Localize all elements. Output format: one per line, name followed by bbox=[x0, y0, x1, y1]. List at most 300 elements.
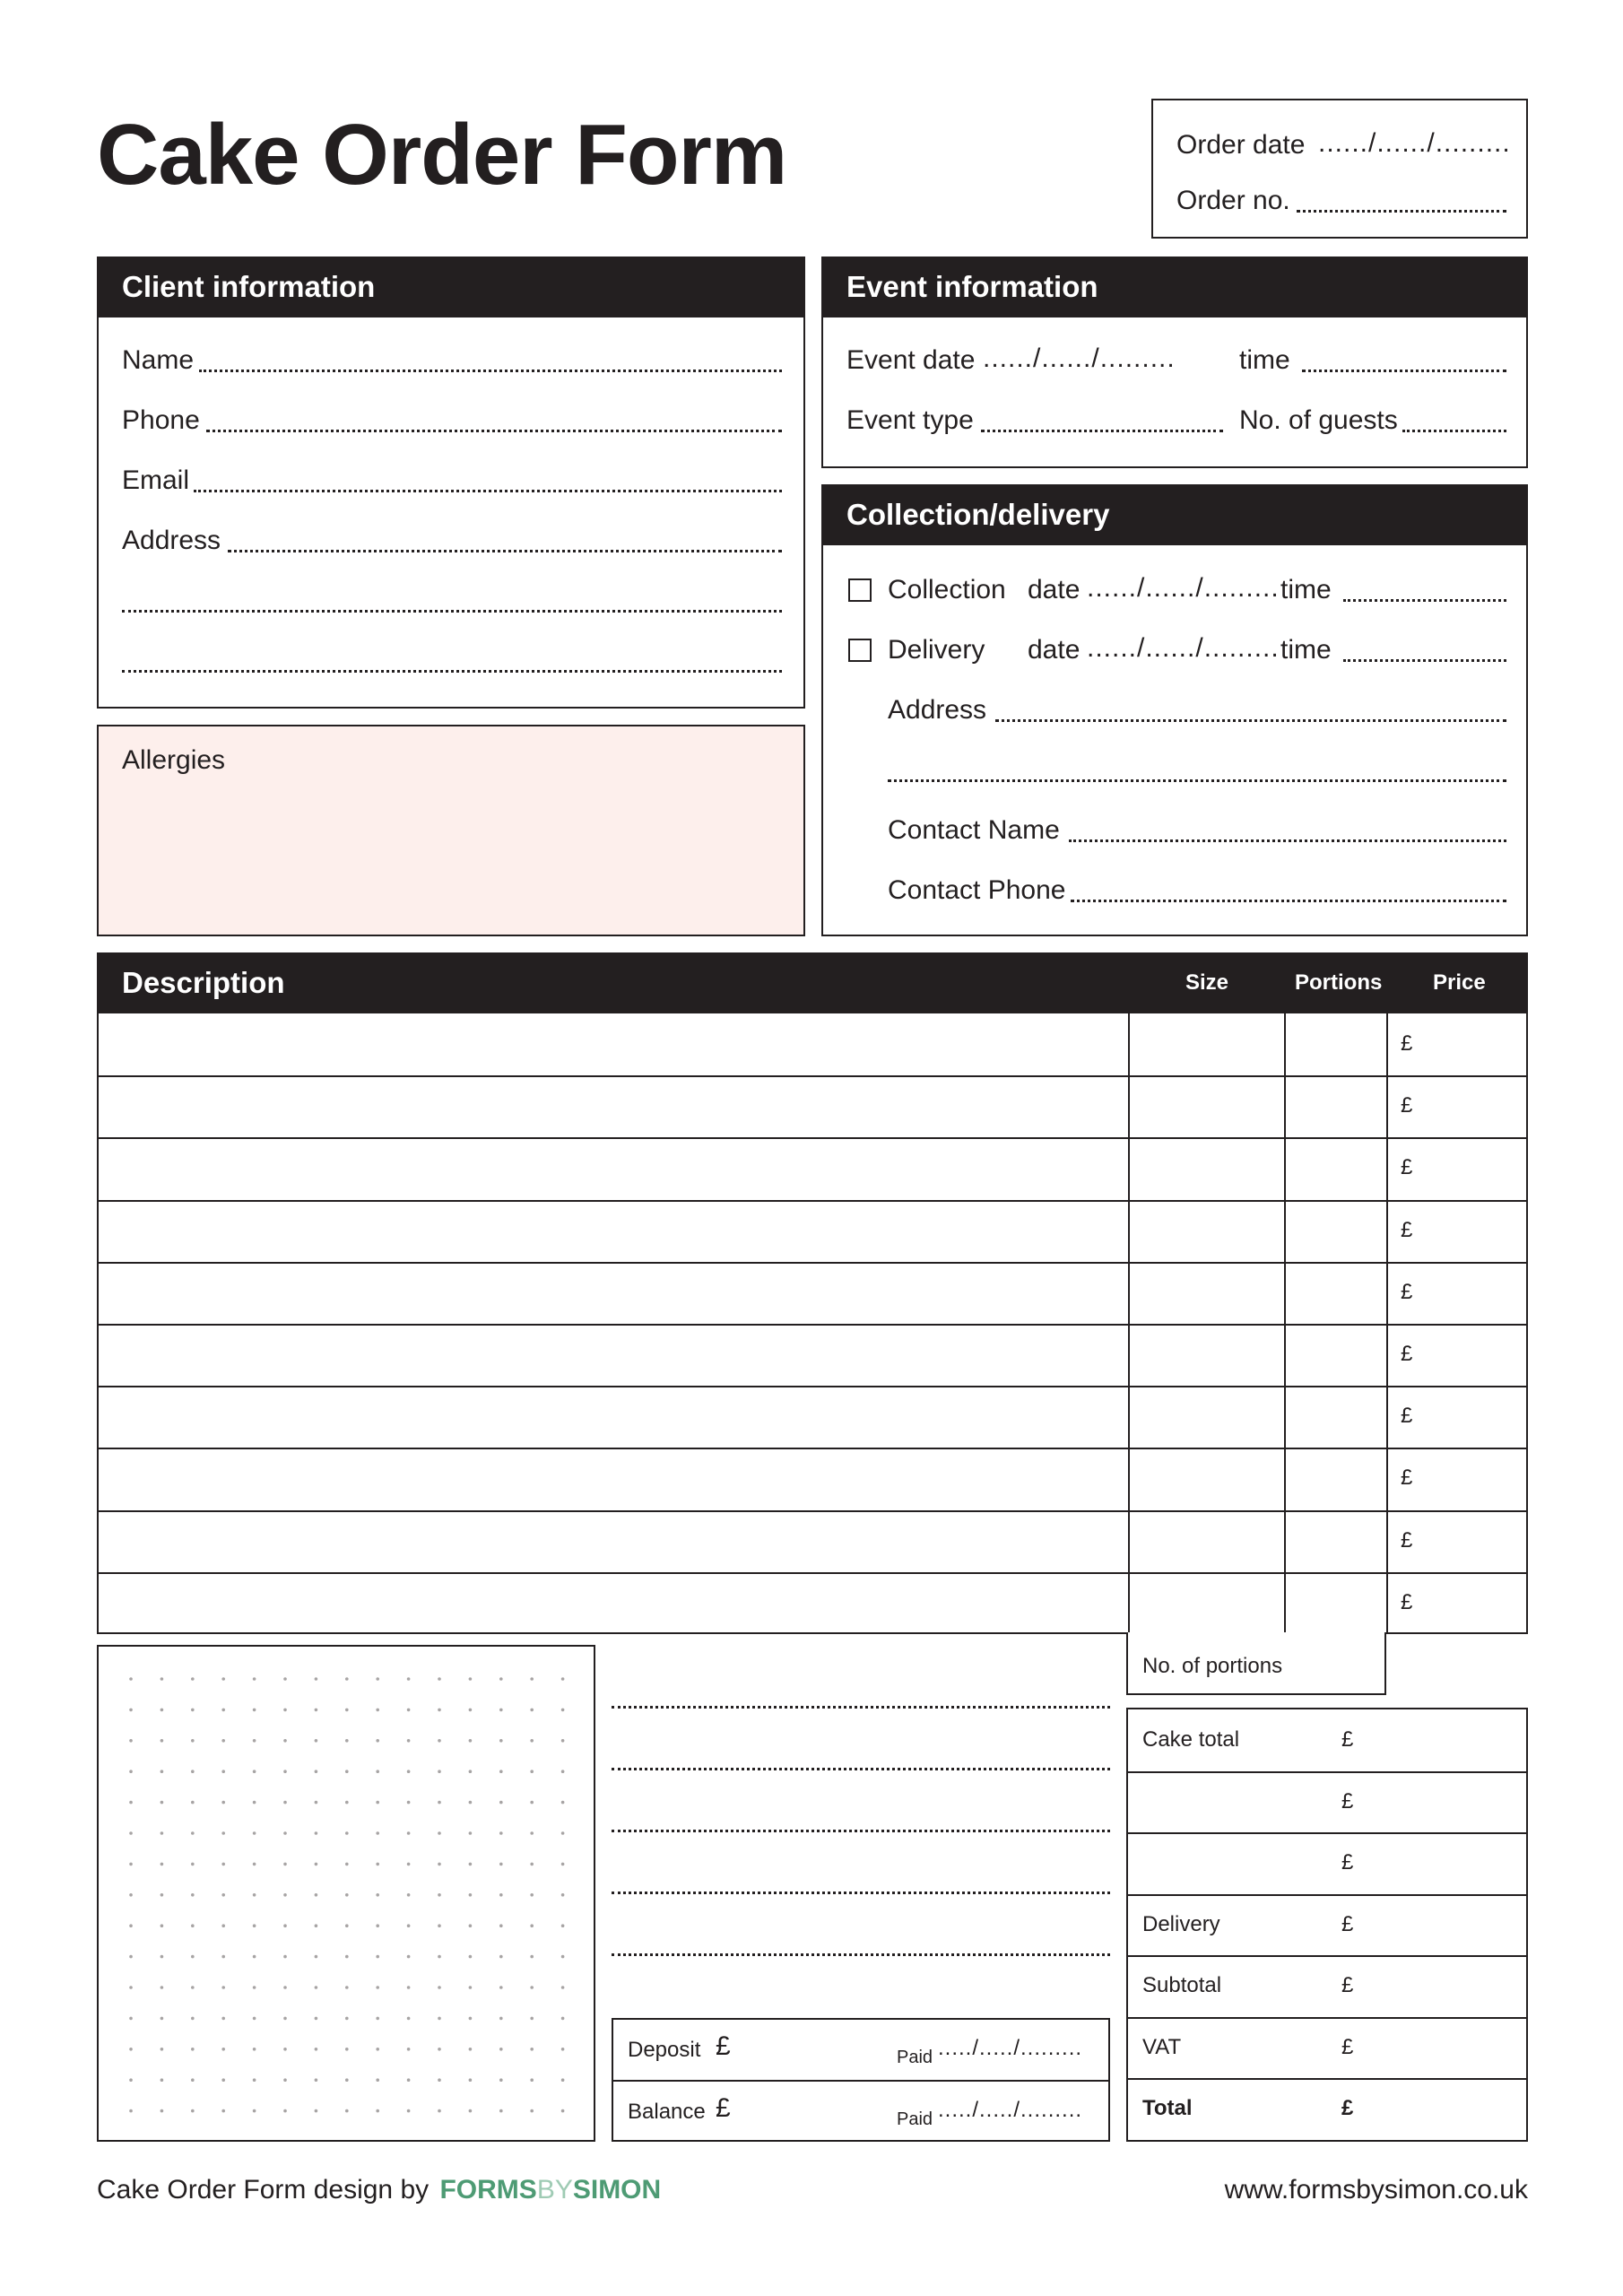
table-row[interactable] bbox=[99, 1448, 1526, 1509]
grid-dot bbox=[561, 1831, 565, 1835]
grid-dot bbox=[345, 1831, 349, 1835]
price-currency: £ bbox=[1401, 1093, 1413, 1118]
grid-dot bbox=[283, 1709, 287, 1712]
client-phone-line[interactable] bbox=[206, 430, 782, 432]
balance-label: Balance bbox=[628, 2100, 706, 2124]
grid-dot bbox=[469, 2048, 473, 2051]
totals-row-currency: £ bbox=[1341, 1850, 1354, 1875]
price-currency: £ bbox=[1401, 1404, 1413, 1429]
client-info-header: Client information bbox=[97, 257, 805, 317]
grid-dot bbox=[345, 2109, 349, 2113]
grid-dot bbox=[530, 1893, 534, 1897]
grid-dot bbox=[191, 1709, 195, 1712]
table-row[interactable] bbox=[99, 1510, 1526, 1572]
totals-row[interactable] bbox=[1128, 1894, 1526, 1956]
grid-dot bbox=[221, 1955, 225, 1959]
grid-dot bbox=[129, 1955, 133, 1959]
grid-dot bbox=[407, 1801, 411, 1805]
grid-dot bbox=[253, 1709, 256, 1712]
grid-dot bbox=[161, 1709, 164, 1712]
portions-column-divider bbox=[1284, 1013, 1286, 1632]
grid-dot bbox=[315, 2048, 318, 2051]
client-email-line[interactable] bbox=[194, 490, 782, 492]
grid-dot bbox=[530, 2048, 534, 2051]
delivery-address-line-1[interactable] bbox=[995, 719, 1506, 722]
price-currency: £ bbox=[1401, 1589, 1413, 1614]
price-currency: £ bbox=[1401, 1031, 1413, 1056]
grid-dot bbox=[376, 1893, 379, 1897]
grid-dot bbox=[376, 1739, 379, 1743]
grid-dot bbox=[221, 1739, 225, 1743]
grid-dot bbox=[315, 2109, 318, 2113]
grid-dot bbox=[253, 1863, 256, 1866]
grid-dot bbox=[438, 1739, 441, 1743]
grid-dot bbox=[161, 1893, 164, 1897]
grid-dot bbox=[561, 1893, 565, 1897]
grid-dot bbox=[407, 1739, 411, 1743]
notes-line-4[interactable] bbox=[612, 1892, 1110, 1894]
totals-row-currency: £ bbox=[1341, 2096, 1354, 2121]
allergies-box[interactable] bbox=[97, 725, 805, 936]
grid-dot bbox=[253, 2109, 256, 2113]
grid-dot bbox=[469, 1801, 473, 1805]
grid-dot bbox=[376, 1801, 379, 1805]
grid-dot bbox=[376, 2048, 379, 2051]
grid-dot bbox=[376, 1924, 379, 1927]
grid-dot bbox=[499, 1677, 503, 1681]
price-column-divider bbox=[1386, 1013, 1388, 1632]
collection-time-line[interactable] bbox=[1343, 599, 1506, 602]
event-type-line[interactable] bbox=[981, 430, 1223, 432]
table-row[interactable] bbox=[99, 1324, 1526, 1386]
grid-dot bbox=[376, 1863, 379, 1866]
items-table bbox=[97, 952, 1528, 1634]
grid-dot bbox=[315, 1986, 318, 1989]
grid-dot bbox=[407, 1863, 411, 1866]
portions-total-box[interactable] bbox=[1126, 1632, 1386, 1695]
footer-credit-text: Cake Order Form design by bbox=[97, 2175, 430, 2205]
footer-credit bbox=[97, 2172, 661, 2208]
grid-dot bbox=[129, 2048, 133, 2051]
grid-dot bbox=[530, 2109, 534, 2113]
grid-dot bbox=[499, 1801, 503, 1805]
grid-dot bbox=[438, 1986, 441, 1989]
client-phone-label: Phone bbox=[122, 405, 200, 435]
grid-dot bbox=[438, 1893, 441, 1897]
grid-dot bbox=[253, 1677, 256, 1681]
grid-dot bbox=[438, 1924, 441, 1927]
grid-dot bbox=[561, 1801, 565, 1805]
grid-dot bbox=[530, 2017, 534, 2021]
grid-dot bbox=[499, 1770, 503, 1773]
grid-dot bbox=[253, 1986, 256, 1989]
payments-box bbox=[612, 2018, 1110, 2142]
grid-dot bbox=[129, 1863, 133, 1866]
grid-dot bbox=[530, 1739, 534, 1743]
grid-dot bbox=[530, 2078, 534, 2082]
grid-dot bbox=[161, 1739, 164, 1743]
deposit-paid-label: Paid bbox=[897, 2048, 933, 2067]
grid-dot bbox=[469, 1955, 473, 1959]
totals-box bbox=[1126, 1708, 1528, 2142]
grid-dot bbox=[191, 1955, 195, 1959]
grid-dot bbox=[315, 1863, 318, 1866]
order-date-label: Order date bbox=[1176, 130, 1306, 160]
deposit-currency: £ bbox=[716, 2031, 731, 2061]
allergies-label: Allergies bbox=[122, 745, 226, 775]
grid-dot bbox=[345, 2048, 349, 2051]
grid-dot bbox=[191, 2078, 195, 2082]
deposit-paid-date-slots[interactable]: ...../...../......... bbox=[938, 2036, 1083, 2060]
col-size: Size bbox=[1185, 970, 1229, 995]
grid-dot bbox=[407, 2078, 411, 2082]
collection-date-slots[interactable]: ....../....../......... bbox=[1087, 573, 1280, 603]
totals-row-currency: £ bbox=[1341, 2034, 1354, 2059]
grid-dot bbox=[438, 2017, 441, 2021]
grid-dot bbox=[129, 1831, 133, 1835]
totals-row[interactable] bbox=[1128, 1955, 1526, 2017]
grid-dot bbox=[315, 1831, 318, 1835]
grid-dot bbox=[469, 1986, 473, 1989]
brand-forms: FORMS bbox=[439, 2175, 537, 2205]
grid-dot bbox=[469, 1831, 473, 1835]
grid-dot bbox=[561, 1739, 565, 1743]
brand-by: BY bbox=[536, 2175, 573, 2205]
event-date-slots[interactable]: ....../....../......... bbox=[983, 344, 1176, 373]
items-table-header bbox=[97, 952, 1528, 1013]
grid-dot bbox=[499, 1739, 503, 1743]
grid-dot bbox=[561, 2048, 565, 2051]
grid-dot bbox=[129, 1893, 133, 1897]
collection-delivery-section bbox=[821, 484, 1528, 936]
grid-dot bbox=[345, 1677, 349, 1681]
price-currency: £ bbox=[1401, 1217, 1413, 1242]
grid-dot bbox=[561, 1986, 565, 1989]
grid-dot bbox=[376, 2109, 379, 2113]
grid-dot bbox=[191, 1739, 195, 1743]
grid-dot bbox=[161, 1924, 164, 1927]
price-currency: £ bbox=[1401, 1279, 1413, 1304]
grid-dot bbox=[253, 1893, 256, 1897]
grid-dot bbox=[253, 1955, 256, 1959]
client-name-line[interactable] bbox=[199, 370, 782, 372]
contact-phone-label: Contact Phone bbox=[888, 875, 1066, 905]
grid-dot bbox=[345, 2017, 349, 2021]
grid-dot bbox=[561, 1770, 565, 1773]
grid-dot bbox=[191, 1831, 195, 1835]
grid-dot bbox=[407, 1955, 411, 1959]
grid-dot bbox=[191, 1986, 195, 1989]
grid-dot bbox=[345, 1770, 349, 1773]
delivery-address-line-2[interactable] bbox=[888, 779, 1506, 782]
grid-dot bbox=[407, 1831, 411, 1835]
table-row[interactable] bbox=[99, 1075, 1526, 1137]
grid-dot bbox=[530, 1801, 534, 1805]
grid-dot bbox=[469, 2078, 473, 2082]
grid-dot bbox=[407, 1986, 411, 1989]
grid-dot bbox=[129, 2017, 133, 2021]
table-row[interactable] bbox=[99, 1572, 1526, 1634]
grid-dot bbox=[191, 2017, 195, 2021]
grid-dot bbox=[561, 1677, 565, 1681]
grid-dot bbox=[161, 1677, 164, 1681]
order-number-line[interactable] bbox=[1297, 210, 1506, 213]
grid-dot bbox=[438, 1801, 441, 1805]
client-address-line-3[interactable] bbox=[122, 670, 782, 673]
table-row[interactable] bbox=[99, 1013, 1526, 1075]
grid-dot bbox=[561, 1924, 565, 1927]
notes-line-3[interactable] bbox=[612, 1830, 1110, 1832]
grid-dot bbox=[283, 1986, 287, 1989]
balance-currency: £ bbox=[716, 2093, 731, 2123]
grid-dot bbox=[407, 1677, 411, 1681]
contact-name-label: Contact Name bbox=[888, 815, 1060, 845]
notes-line-2[interactable] bbox=[612, 1768, 1110, 1770]
grid-dot bbox=[129, 1986, 133, 1989]
grid-dot bbox=[376, 2078, 379, 2082]
grid-dot bbox=[407, 2048, 411, 2051]
grid-dot bbox=[469, 2017, 473, 2021]
grid-dot bbox=[283, 1677, 287, 1681]
collection-label: Collection bbox=[888, 575, 1006, 604]
grid-dot bbox=[499, 1986, 503, 1989]
grid-dot bbox=[345, 1863, 349, 1866]
grid-dot bbox=[221, 1677, 225, 1681]
grid-dot bbox=[191, 1893, 195, 1897]
grid-dot bbox=[469, 2109, 473, 2113]
delivery-label: Delivery bbox=[888, 635, 985, 665]
grid-dot bbox=[561, 1863, 565, 1866]
grid-dot bbox=[376, 1709, 379, 1712]
footer-brand[interactable] bbox=[439, 2175, 661, 2205]
grid-dot bbox=[438, 2048, 441, 2051]
grid-dot bbox=[407, 1709, 411, 1712]
client-info-section bbox=[97, 257, 805, 709]
notes-line-5[interactable] bbox=[612, 1953, 1110, 1956]
grid-dot bbox=[221, 2078, 225, 2082]
grid-dot bbox=[315, 1677, 318, 1681]
sketch-area[interactable] bbox=[97, 1645, 595, 2142]
table-row[interactable] bbox=[99, 1262, 1526, 1324]
grid-dot bbox=[407, 1770, 411, 1773]
grid-dot bbox=[191, 1677, 195, 1681]
totals-row-label: VAT bbox=[1142, 2034, 1182, 2059]
client-address-line-1[interactable] bbox=[228, 550, 782, 552]
deposit-label: Deposit bbox=[628, 2038, 701, 2062]
grid-dot bbox=[438, 1770, 441, 1773]
grid-dot bbox=[561, 2017, 565, 2021]
order-date-slots[interactable]: ....../....../......... bbox=[1318, 128, 1511, 158]
grid-dot bbox=[253, 1831, 256, 1835]
grid-dot bbox=[499, 1924, 503, 1927]
price-currency: £ bbox=[1401, 1342, 1413, 1366]
grid-dot bbox=[129, 1770, 133, 1773]
grid-dot bbox=[345, 1986, 349, 1989]
grid-dot bbox=[221, 2109, 225, 2113]
grid-dot bbox=[283, 1831, 287, 1835]
notes-line-1[interactable] bbox=[612, 1706, 1110, 1709]
totals-row-label: Cake total bbox=[1142, 1727, 1240, 1752]
grid-dot bbox=[161, 1831, 164, 1835]
grid-dot bbox=[315, 2078, 318, 2082]
event-guests-line[interactable] bbox=[1402, 430, 1506, 432]
client-email-label: Email bbox=[122, 465, 190, 495]
col-description: Description bbox=[122, 966, 285, 999]
grid-dot bbox=[530, 1986, 534, 1989]
grid-dot bbox=[530, 1770, 534, 1773]
grid-dot bbox=[530, 1677, 534, 1681]
grid-dot bbox=[221, 2048, 225, 2051]
grid-dot bbox=[129, 1924, 133, 1927]
grid-dot bbox=[191, 1770, 195, 1773]
grid-dot bbox=[129, 1709, 133, 1712]
grid-dot bbox=[129, 1739, 133, 1743]
grid-dot bbox=[221, 1893, 225, 1897]
event-type-label: Event type bbox=[846, 405, 974, 435]
grid-dot bbox=[161, 1770, 164, 1773]
event-date-label: Event date bbox=[846, 345, 976, 375]
dot-grid bbox=[99, 1647, 594, 2140]
grid-dot bbox=[191, 2048, 195, 2051]
totals-row[interactable] bbox=[1128, 1709, 1526, 1771]
grid-dot bbox=[221, 1986, 225, 1989]
delivery-date-slots[interactable]: ....../....../......... bbox=[1087, 633, 1280, 663]
grid-dot bbox=[283, 2017, 287, 2021]
delivery-address-label: Address bbox=[888, 695, 987, 725]
grid-dot bbox=[376, 1986, 379, 1989]
grid-dot bbox=[315, 1924, 318, 1927]
grid-dot bbox=[221, 1709, 225, 1712]
grid-dot bbox=[438, 1709, 441, 1712]
grid-dot bbox=[161, 2048, 164, 2051]
contact-name-line[interactable] bbox=[1069, 839, 1506, 842]
grid-dot bbox=[530, 1709, 534, 1712]
grid-dot bbox=[283, 2078, 287, 2082]
grid-dot bbox=[438, 1677, 441, 1681]
grid-dot bbox=[407, 1893, 411, 1897]
grid-dot bbox=[221, 2017, 225, 2021]
grid-dot bbox=[345, 1709, 349, 1712]
grid-dot bbox=[345, 1924, 349, 1927]
event-info-section bbox=[821, 257, 1528, 468]
grid-dot bbox=[438, 1863, 441, 1866]
grid-dot bbox=[253, 2017, 256, 2021]
delivery-date-label: date bbox=[1028, 635, 1081, 665]
payments-divider bbox=[613, 2080, 1108, 2082]
grid-dot bbox=[438, 1831, 441, 1835]
totals-row-label: Subtotal bbox=[1142, 1973, 1222, 1998]
footer-website[interactable]: www.formsbysimon.co.uk bbox=[1224, 2175, 1528, 2205]
table-row[interactable] bbox=[99, 1200, 1526, 1262]
grid-dot bbox=[561, 1709, 565, 1712]
price-currency: £ bbox=[1401, 1155, 1413, 1180]
grid-dot bbox=[283, 1801, 287, 1805]
event-time-line[interactable] bbox=[1302, 370, 1506, 372]
event-time-label: time bbox=[1239, 345, 1290, 375]
grid-dot bbox=[283, 1863, 287, 1866]
price-currency: £ bbox=[1401, 1465, 1413, 1491]
grid-dot bbox=[191, 1924, 195, 1927]
totals-row[interactable] bbox=[1128, 2078, 1526, 2140]
grid-dot bbox=[561, 2109, 565, 2113]
grid-dot bbox=[283, 2109, 287, 2113]
grid-dot bbox=[315, 1709, 318, 1712]
contact-phone-line[interactable] bbox=[1071, 900, 1506, 902]
size-column-divider bbox=[1128, 1013, 1130, 1632]
grid-dot bbox=[221, 1924, 225, 1927]
totals-row-label: Total bbox=[1142, 2096, 1193, 2121]
grid-dot bbox=[438, 1955, 441, 1959]
grid-dot bbox=[469, 1924, 473, 1927]
grid-dot bbox=[315, 1739, 318, 1743]
grid-dot bbox=[191, 1801, 195, 1805]
grid-dot bbox=[129, 2078, 133, 2082]
price-currency: £ bbox=[1401, 1527, 1413, 1552]
table-row[interactable] bbox=[99, 1386, 1526, 1448]
grid-dot bbox=[499, 1831, 503, 1835]
totals-row-currency: £ bbox=[1341, 1788, 1354, 1813]
grid-dot bbox=[530, 1955, 534, 1959]
grid-dot bbox=[438, 2078, 441, 2082]
grid-dot bbox=[253, 2078, 256, 2082]
grid-dot bbox=[376, 1677, 379, 1681]
grid-dot bbox=[161, 1863, 164, 1866]
balance-paid-label: Paid bbox=[897, 2109, 933, 2129]
table-row[interactable] bbox=[99, 1137, 1526, 1199]
grid-dot bbox=[191, 1863, 195, 1866]
grid-dot bbox=[469, 1677, 473, 1681]
grid-dot bbox=[161, 1955, 164, 1959]
grid-dot bbox=[345, 1955, 349, 1959]
grid-dot bbox=[376, 1770, 379, 1773]
grid-dot bbox=[345, 1893, 349, 1897]
col-price: Price bbox=[1433, 970, 1486, 995]
grid-dot bbox=[129, 2109, 133, 2113]
grid-dot bbox=[438, 2109, 441, 2113]
totals-row[interactable] bbox=[1128, 1832, 1526, 1894]
balance-paid-date-slots[interactable]: ...../...../......... bbox=[938, 2098, 1083, 2122]
grid-dot bbox=[253, 1801, 256, 1805]
grid-dot bbox=[161, 1986, 164, 1989]
grid-dot bbox=[161, 2017, 164, 2021]
grid-dot bbox=[129, 1677, 133, 1681]
grid-dot bbox=[530, 1924, 534, 1927]
grid-dot bbox=[315, 1801, 318, 1805]
client-address-line-2[interactable] bbox=[122, 610, 782, 613]
grid-dot bbox=[499, 1863, 503, 1866]
delivery-checkbox[interactable] bbox=[848, 639, 872, 662]
grid-dot bbox=[376, 1831, 379, 1835]
grid-dot bbox=[407, 2017, 411, 2021]
grid-dot bbox=[191, 2109, 195, 2113]
grid-dot bbox=[499, 2078, 503, 2082]
grid-dot bbox=[530, 1863, 534, 1866]
grid-dot bbox=[283, 1770, 287, 1773]
col-portions: Portions bbox=[1295, 970, 1383, 995]
totals-row[interactable] bbox=[1128, 1771, 1526, 1833]
order-number-label: Order no. bbox=[1176, 186, 1290, 215]
delivery-time-line[interactable] bbox=[1343, 659, 1506, 662]
grid-dot bbox=[499, 2048, 503, 2051]
totals-row-label: Delivery bbox=[1142, 1911, 1220, 1936]
totals-row-currency: £ bbox=[1341, 1911, 1354, 1936]
grid-dot bbox=[315, 2017, 318, 2021]
collection-delivery-header: Collection/delivery bbox=[821, 484, 1528, 545]
collection-checkbox[interactable] bbox=[848, 578, 872, 602]
grid-dot bbox=[561, 2078, 565, 2082]
totals-row[interactable] bbox=[1128, 2017, 1526, 2079]
order-info-box bbox=[1151, 99, 1528, 239]
